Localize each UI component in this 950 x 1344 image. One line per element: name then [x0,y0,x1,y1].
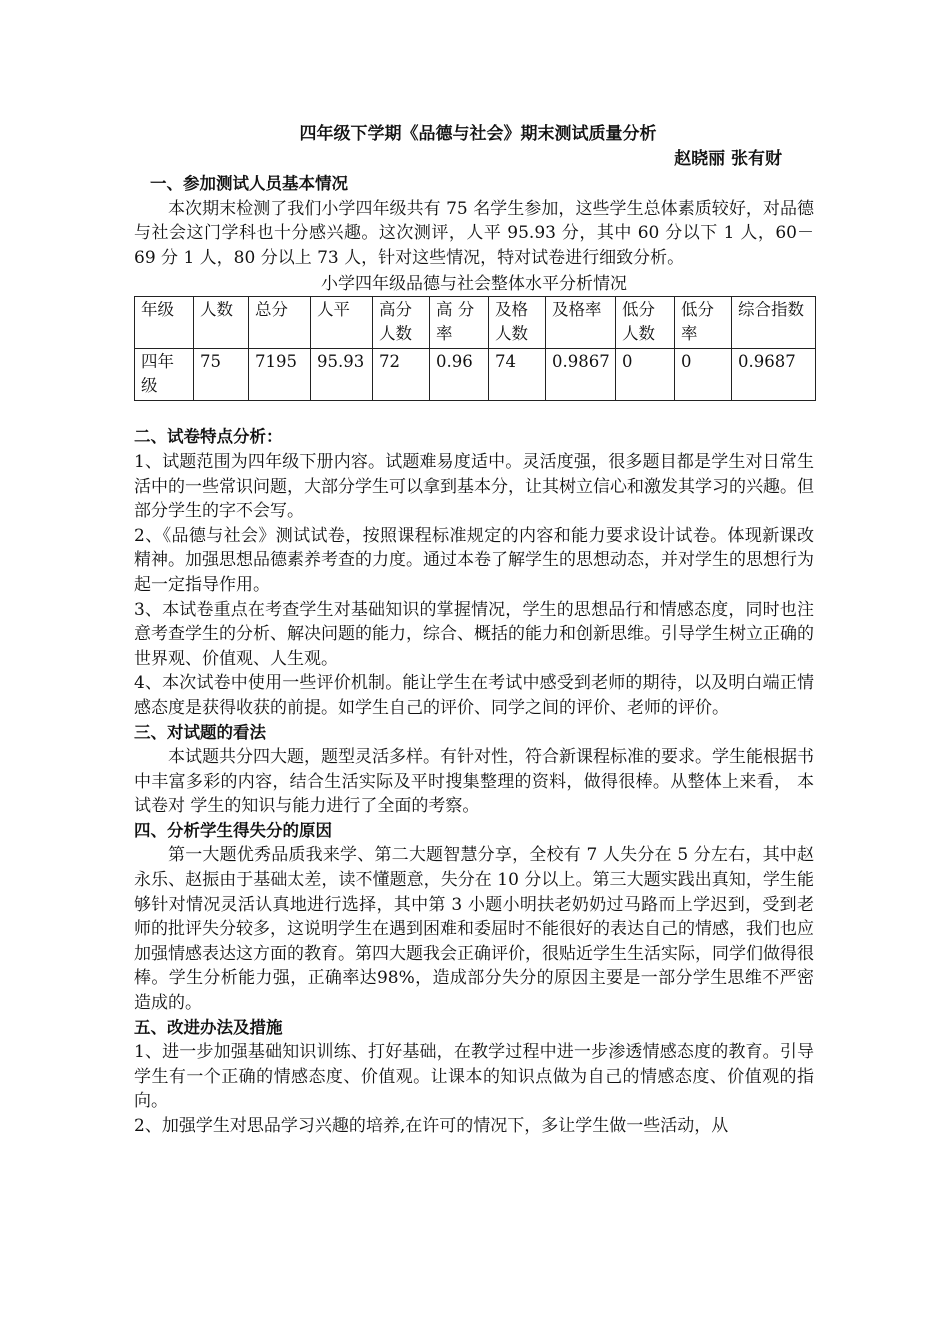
table-cell: 0.9867 [546,349,616,401]
table-header-cell: 总分 [249,297,311,349]
section-4-heading: 四、分析学生得失分的原因 [134,820,332,840]
section-2-heading: 二、试卷特点分析： [134,427,283,447]
table-header-cell: 人平 [311,297,373,349]
table-header-cell: 高 分率 [430,297,489,349]
section-2-item: 3、本试卷重点在考查学生对基础知识的掌握情况，学生的思想品行和情感态度，同时也注意考查学生的分析、解决问题的能力，综合、概括的能力和创新思维。引导学生树立正确的世界观、价值观、人生观。 [134,599,814,669]
table-header-cell: 低分人数 [616,297,675,349]
section-3-paragraph: 本试题共分四大题，题型灵活多样。有针对性，符合新课程标准的要求。学生能根据书中丰富多彩的内容，结合生活实际及平时搜集整理的资料，做得很棒。从整体上来看， 本试卷对 学生的知识与能力进行了全面的考察。 [134,747,814,817]
table-cell: 75 [194,349,249,401]
table-header-cell: 年级 [135,297,194,349]
table-cell: 四年级 [135,349,194,401]
table-cell: 0.9687 [732,349,816,401]
table-cell: 0.96 [430,349,489,401]
table-cell: 95.93 [311,349,373,401]
section-1-heading: 一、参加测试人员基本情况 [150,174,348,193]
table-header-cell: 人数 [194,297,249,349]
spacer [134,401,814,425]
document-page [134,122,814,1139]
section-4-paragraph: 第一大题优秀品质我来学、第二大题智慧分享，全校有 7 人失分在 5 分左右，其中赵永乐、赵振由于基础太差，读不懂题意，失分在 10 分以上。第三大题实践出真知，学生能够针对情况灵活认真地进行选择，其中第 3 小题小明扶老奶奶过马路而上学迟到，受到老师的批评失分较多，这说明学生在遇到困难和委屈时不能很好的表达自己的情感，我们也应加强情感表达这方面的教育。第四大题我会正确评价，很贴近学生生活实际，同学们做得很棒。学生分析能力强，正确率达98%，造成部分失分的原因主要是一部分学生思维不严密造成的。 [134,845,814,1014]
table-header-cell: 及格人数 [489,297,546,349]
section-2-item: 2、《品德与社会》测试试卷，按照课程标准规定的内容和能力要求设计试卷。体现新课改精神。加强思想品德素养考查的力度。通过本卷了解学生的思想动态，并对学生的思想行为起一定指导作用。 [134,525,814,595]
document-authors: 赵晓丽 张有财 [674,149,782,169]
table-header-cell: 低分率 [675,297,732,349]
table-header-cell: 及格率 [546,297,616,349]
document-title: 四年级下学期《品德与社会》期末测试质量分析 [299,124,657,144]
table-cell: 0 [675,349,732,401]
table-cell: 74 [489,349,546,401]
section-5-item: 1、进一步加强基础知识训练、打好基础，在教学过程中进一步渗透情感态度的教育。引导学生有一个正确的情感态度、价值观。让课本的知识点做为自己的情感态度、价值观的指向。 [134,1042,814,1112]
table-header-cell: 高分人数 [373,297,430,349]
table-cell: 72 [373,349,430,401]
section-1-paragraph: 本次期末检测了我们小学四年级共有 75 名学生参加，这些学生总体素质较好，对品德与社会这门学科也十分感兴趣。这次测评，人平 95.93 分，其中 60 分以下 1 人，60－69 分 1 人，80 分以上 73 人，针对这些情况，特对试卷进行细致分析。 [134,198,814,268]
table-cell: 0 [616,349,675,401]
section-5-item: 2、加强学生对思品学习兴趣的培养,在许可的情况下，多让学生做一些活动，从 [134,1116,729,1136]
table-header-cell: 综合指数 [732,297,816,349]
table-cell: 7195 [249,349,311,401]
table-row [135,349,816,401]
statistics-table [134,296,816,401]
table-caption: 小学四年级品德与社会整体水平分析情况 [321,274,627,295]
section-2-item: 1、试题范围为四年级下册内容。试题难易度适中。灵活度强，很多题目都是学生对日常生活中的一些常识问题，大部分学生可以拿到基本分，让其树立信心和激发其学习的兴趣。但部分学生的字不会写。 [134,451,814,522]
section-5-heading: 五、改进办法及措施 [134,1017,283,1037]
section-2-item: 4、本次试卷中使用一些评价机制。能让学生在考试中感受到老师的期待，以及明白端正情感态度是获得收获的前提。如学生自己的评价、同学之间的评价、老师的评价。 [134,673,814,718]
table-header-row [135,297,816,349]
section-3-heading: 三、对试题的看法 [134,722,266,742]
